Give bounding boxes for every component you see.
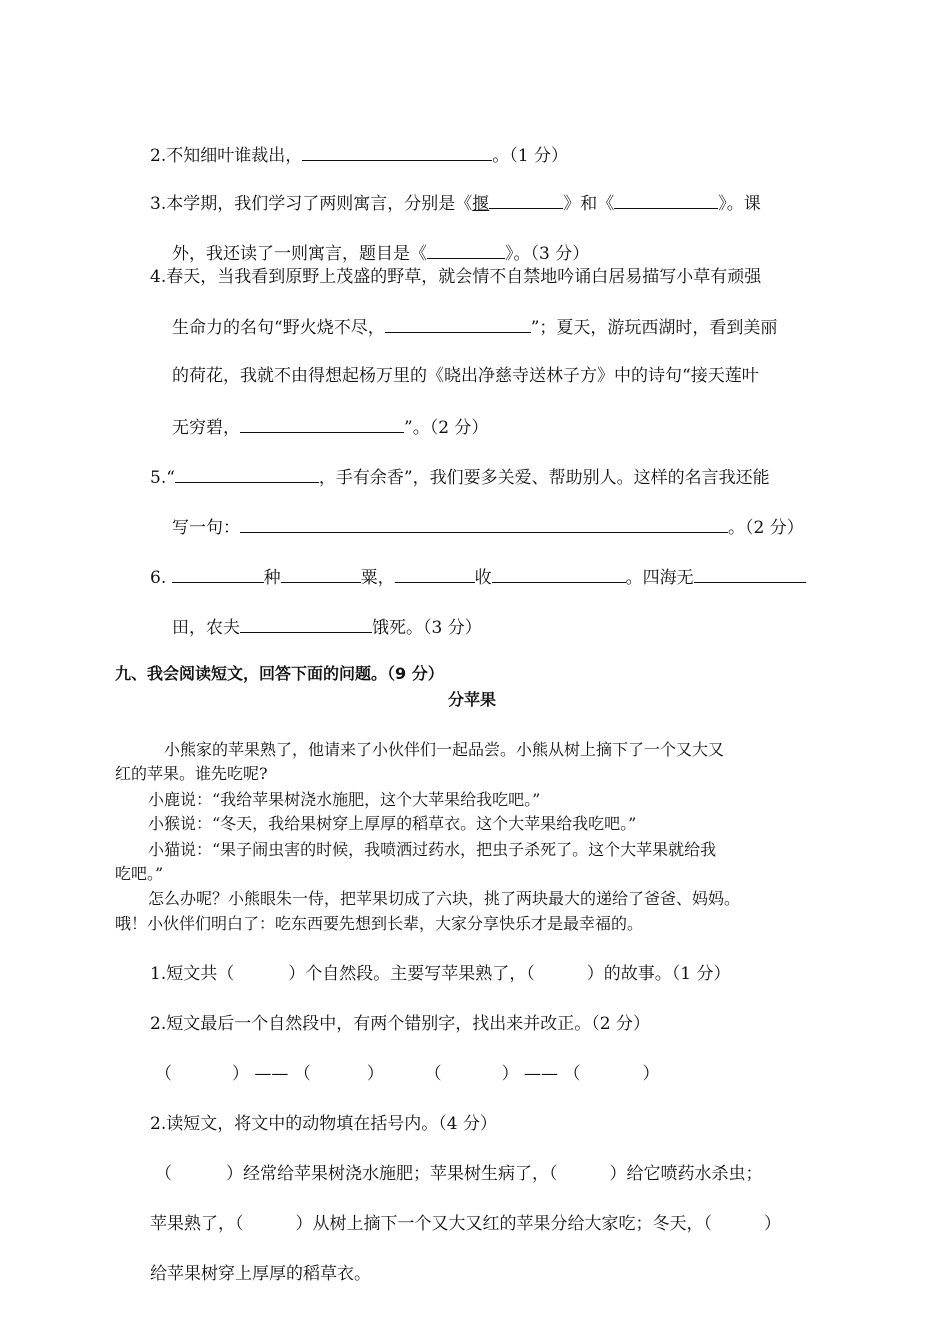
answer-blank[interactable] bbox=[614, 190, 718, 209]
question-3-line-1 bbox=[150, 190, 761, 216]
story-paragraph-4-cont: 吃吧。” bbox=[115, 864, 164, 883]
answer-blank[interactable] bbox=[694, 564, 806, 583]
dash: —— bbox=[254, 1064, 289, 1084]
question-5-line-1 bbox=[150, 464, 770, 490]
question-6-text: 田，农夫 bbox=[172, 618, 240, 638]
question-6-text: 收 bbox=[474, 568, 492, 588]
question-5-text: 写一句： bbox=[172, 518, 240, 538]
question-5-text: ，手有余香”，我们要多关爱、帮助别人。这样的名言我还能 bbox=[318, 468, 770, 488]
fill-line-2 bbox=[150, 1212, 781, 1236]
question-4-line-2 bbox=[172, 314, 777, 340]
question-6-score: 饿死。（3 分） bbox=[372, 618, 482, 638]
question-4-text: 无穷碧， bbox=[172, 418, 240, 438]
question-3-line-2 bbox=[172, 240, 589, 266]
story-paragraph-1: 小熊家的苹果熟了，他请来了小伙伴们一起品尝。小熊从树上摘下了一个又大又 bbox=[164, 740, 725, 759]
paren-close: ） bbox=[232, 1064, 249, 1084]
answer-blank[interactable] bbox=[385, 314, 531, 333]
fill-line-1 bbox=[155, 1162, 763, 1186]
story-paragraph-5: 怎么办呢？小熊眼朱一侍，把苹果切成了六块，挑了两块最大的递给了爸爸、妈妈。 bbox=[148, 889, 741, 908]
paren-close: ） bbox=[501, 1064, 519, 1084]
reading-question-3: 2.读短文，将文中的动物填在括号内。（4 分） bbox=[150, 1114, 497, 1134]
story-paragraph-2: 小鹿说：“我给苹果树浇水施肥，这个大苹果给我吃吧。” bbox=[148, 790, 541, 809]
answer-blank[interactable] bbox=[240, 514, 728, 533]
question-2-text: 2.不知细叶谁裁出， bbox=[150, 146, 303, 166]
fill-text: 苹果熟了，（ bbox=[150, 1214, 244, 1234]
question-2 bbox=[150, 142, 568, 168]
question-6-number: 6. bbox=[150, 568, 167, 588]
story-paragraph-5-cont: 哦！小伙伴们明白了：吃东西要先想到长辈，大家分享快乐才是最幸福的。 bbox=[115, 914, 644, 933]
reading-question-1 bbox=[150, 962, 730, 986]
section-9-heading: 九、我会阅读短文，回答下面的问题。（9 分） bbox=[115, 664, 444, 683]
paren-open: （ bbox=[563, 1064, 581, 1084]
question-6-text: 粟， bbox=[360, 568, 395, 588]
question-3-text: 外，我还读了一则寓言，题目是《 bbox=[172, 244, 427, 264]
answer-blank[interactable] bbox=[489, 190, 563, 209]
question-4-line-3: 的荷花，我就不由得想起杨万里的《晓出净慈寺送林子方》中的诗句“接天莲叶 bbox=[172, 366, 759, 386]
question-3-text-end: 》。课 bbox=[718, 194, 761, 214]
question-2-score: 。（1 分） bbox=[492, 146, 568, 166]
answer-blank[interactable] bbox=[395, 564, 475, 583]
paren-open: （ bbox=[424, 1064, 442, 1084]
question-4-text: 生命力的名句“野火烧不尽， bbox=[172, 318, 385, 338]
answer-blank[interactable] bbox=[302, 142, 492, 161]
reading-question-1-text: ）个自然段。主要写苹果熟了，（ bbox=[288, 964, 535, 984]
question-3-text-mid: 》和《 bbox=[563, 194, 615, 214]
question-5-text: 5.“ bbox=[150, 468, 175, 488]
story-paragraph-3: 小猴说：“冬天，我给果树穿上厚厚的稻草衣。这个大苹果给我吃吧。” bbox=[148, 814, 637, 833]
answer-blank[interactable] bbox=[427, 240, 505, 259]
story-paragraph-1-cont: 红的苹果。谁先吃呢? bbox=[115, 764, 268, 783]
question-4-text: ”；夏天，游玩西湖时，看到美丽 bbox=[530, 318, 778, 338]
answer-blank[interactable] bbox=[240, 614, 372, 633]
question-6-line-2 bbox=[172, 614, 482, 640]
fill-line-3: 给苹果树穿上厚厚的稻草衣。 bbox=[150, 1264, 371, 1284]
question-6-text: 。四海无 bbox=[625, 568, 694, 588]
reading-question-1-score: ）的故事。（1 分） bbox=[586, 964, 731, 984]
correction-row bbox=[155, 1062, 659, 1086]
question-4-line-4 bbox=[172, 414, 488, 440]
answer-blank[interactable] bbox=[172, 564, 264, 583]
question-5-score: 。（2 分） bbox=[728, 518, 804, 538]
question-6-text: 种 bbox=[263, 568, 281, 588]
answer-blank[interactable] bbox=[175, 464, 319, 483]
paren-close: ） bbox=[366, 1064, 384, 1084]
fill-text: ）从树上摘下一个又大又红的苹果分给大家吃；冬天，（ bbox=[295, 1214, 712, 1234]
dash: —— bbox=[524, 1064, 559, 1084]
question-4-line-1: 4.春天，当我看到原野上茂盛的野草，就会情不自禁地吟诵白居易描写小草有顽强 bbox=[150, 267, 762, 287]
paren-close: ） bbox=[764, 1214, 781, 1234]
question-4-score: ”。（2 分） bbox=[404, 418, 489, 438]
reading-question-1-text: 1.短文共（ bbox=[150, 964, 235, 984]
fill-text: ）给它喷药水杀虫； bbox=[609, 1164, 763, 1184]
question-5-line-2 bbox=[172, 514, 804, 540]
fill-text: ）经常给苹果树浇水施肥；苹果树生病了，（ bbox=[226, 1164, 558, 1184]
answer-blank[interactable] bbox=[492, 564, 626, 583]
paren-open: （ bbox=[155, 1164, 172, 1184]
story-title: 分苹果 bbox=[448, 690, 497, 709]
paren-open: （ bbox=[293, 1064, 311, 1084]
story-paragraph-4: 小猫说：“果子闹虫害的时候，我喷洒过药水，把虫子杀死了。这个大苹果就给我 bbox=[148, 840, 717, 859]
paren-close: ） bbox=[642, 1064, 660, 1084]
question-3-text: 3.本学期，我们学习了两则寓言，分别是《 bbox=[150, 194, 473, 214]
answer-blank[interactable] bbox=[281, 564, 361, 583]
paren-open: （ bbox=[155, 1064, 172, 1084]
reading-question-2: 2.短文最后一个自然段中，有两个错别字，找出来并改正。（2 分） bbox=[150, 1014, 650, 1034]
answer-blank[interactable] bbox=[240, 414, 404, 433]
answer-fill: 揠 bbox=[472, 194, 490, 214]
question-6-line-1 bbox=[150, 564, 806, 590]
question-3-score: 》。（3 分） bbox=[505, 244, 590, 264]
